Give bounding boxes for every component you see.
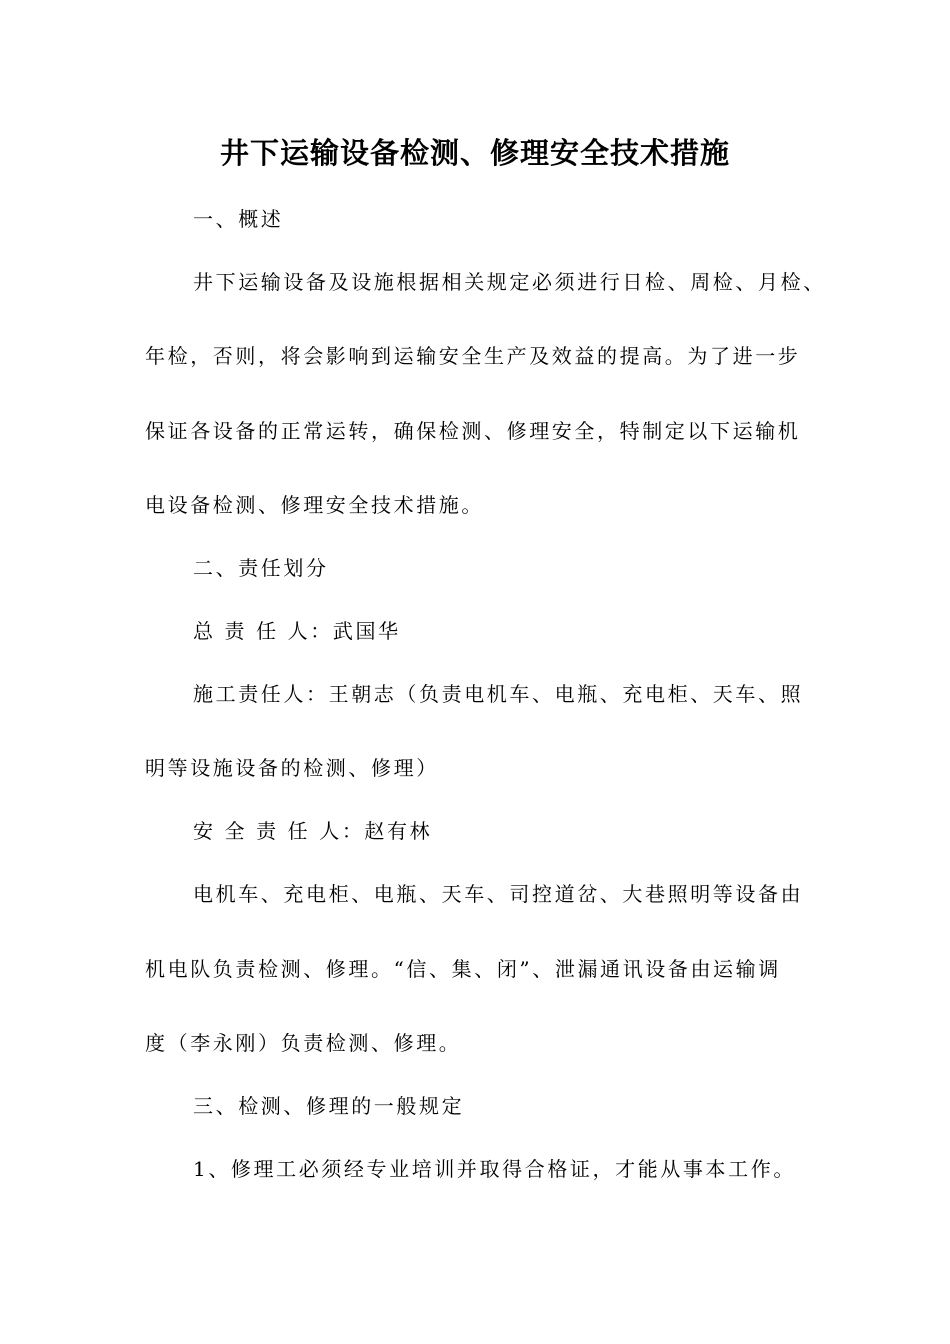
document-title: 井下运输设备检测、修理安全技术措施 — [219, 136, 730, 170]
section-heading-overview: 一、概述 — [193, 207, 284, 231]
rule-item: 1、修理工必须经专业培训并取得合格证，才能从事本工作。 — [193, 1157, 796, 1181]
paragraph-line: 电设备检测、修理安全技术措施。 — [145, 493, 484, 517]
responsibility-line: 总 责 任 人：武国华 — [193, 619, 401, 643]
responsibility-line: 明等设施设备的检测、修理） — [145, 756, 439, 780]
responsibility-line: 安 全 责 任 人：赵有林 — [193, 819, 433, 843]
paragraph-line: 机电队负责检测、修理。“信、集、闭”、泄漏通讯设备由运输调 — [145, 957, 781, 981]
paragraph-line: 年检，否则，将会影响到运输安全生产及效益的提高。为了进一步 — [145, 344, 801, 368]
paragraph-line: 井下运输设备及设施根据相关规定必须进行日检、周检、月检、 — [193, 270, 826, 294]
paragraph-line: 电机车、充电柜、电瓶、天车、司控道岔、大巷照明等设备由 — [193, 882, 804, 906]
section-heading-general-rules: 三、检测、修理的一般规定 — [193, 1094, 465, 1118]
responsibility-line: 施工责任人：王朝志（负责电机车、电瓶、充电柜、天车、照 — [193, 682, 804, 706]
section-heading-responsibility: 二、责任划分 — [193, 556, 329, 580]
paragraph-line: 保证各设备的正常运转，确保检测、修理安全，特制定以下运输机 — [145, 419, 801, 443]
paragraph-line: 度（李永刚）负责检测、修理。 — [145, 1031, 462, 1055]
